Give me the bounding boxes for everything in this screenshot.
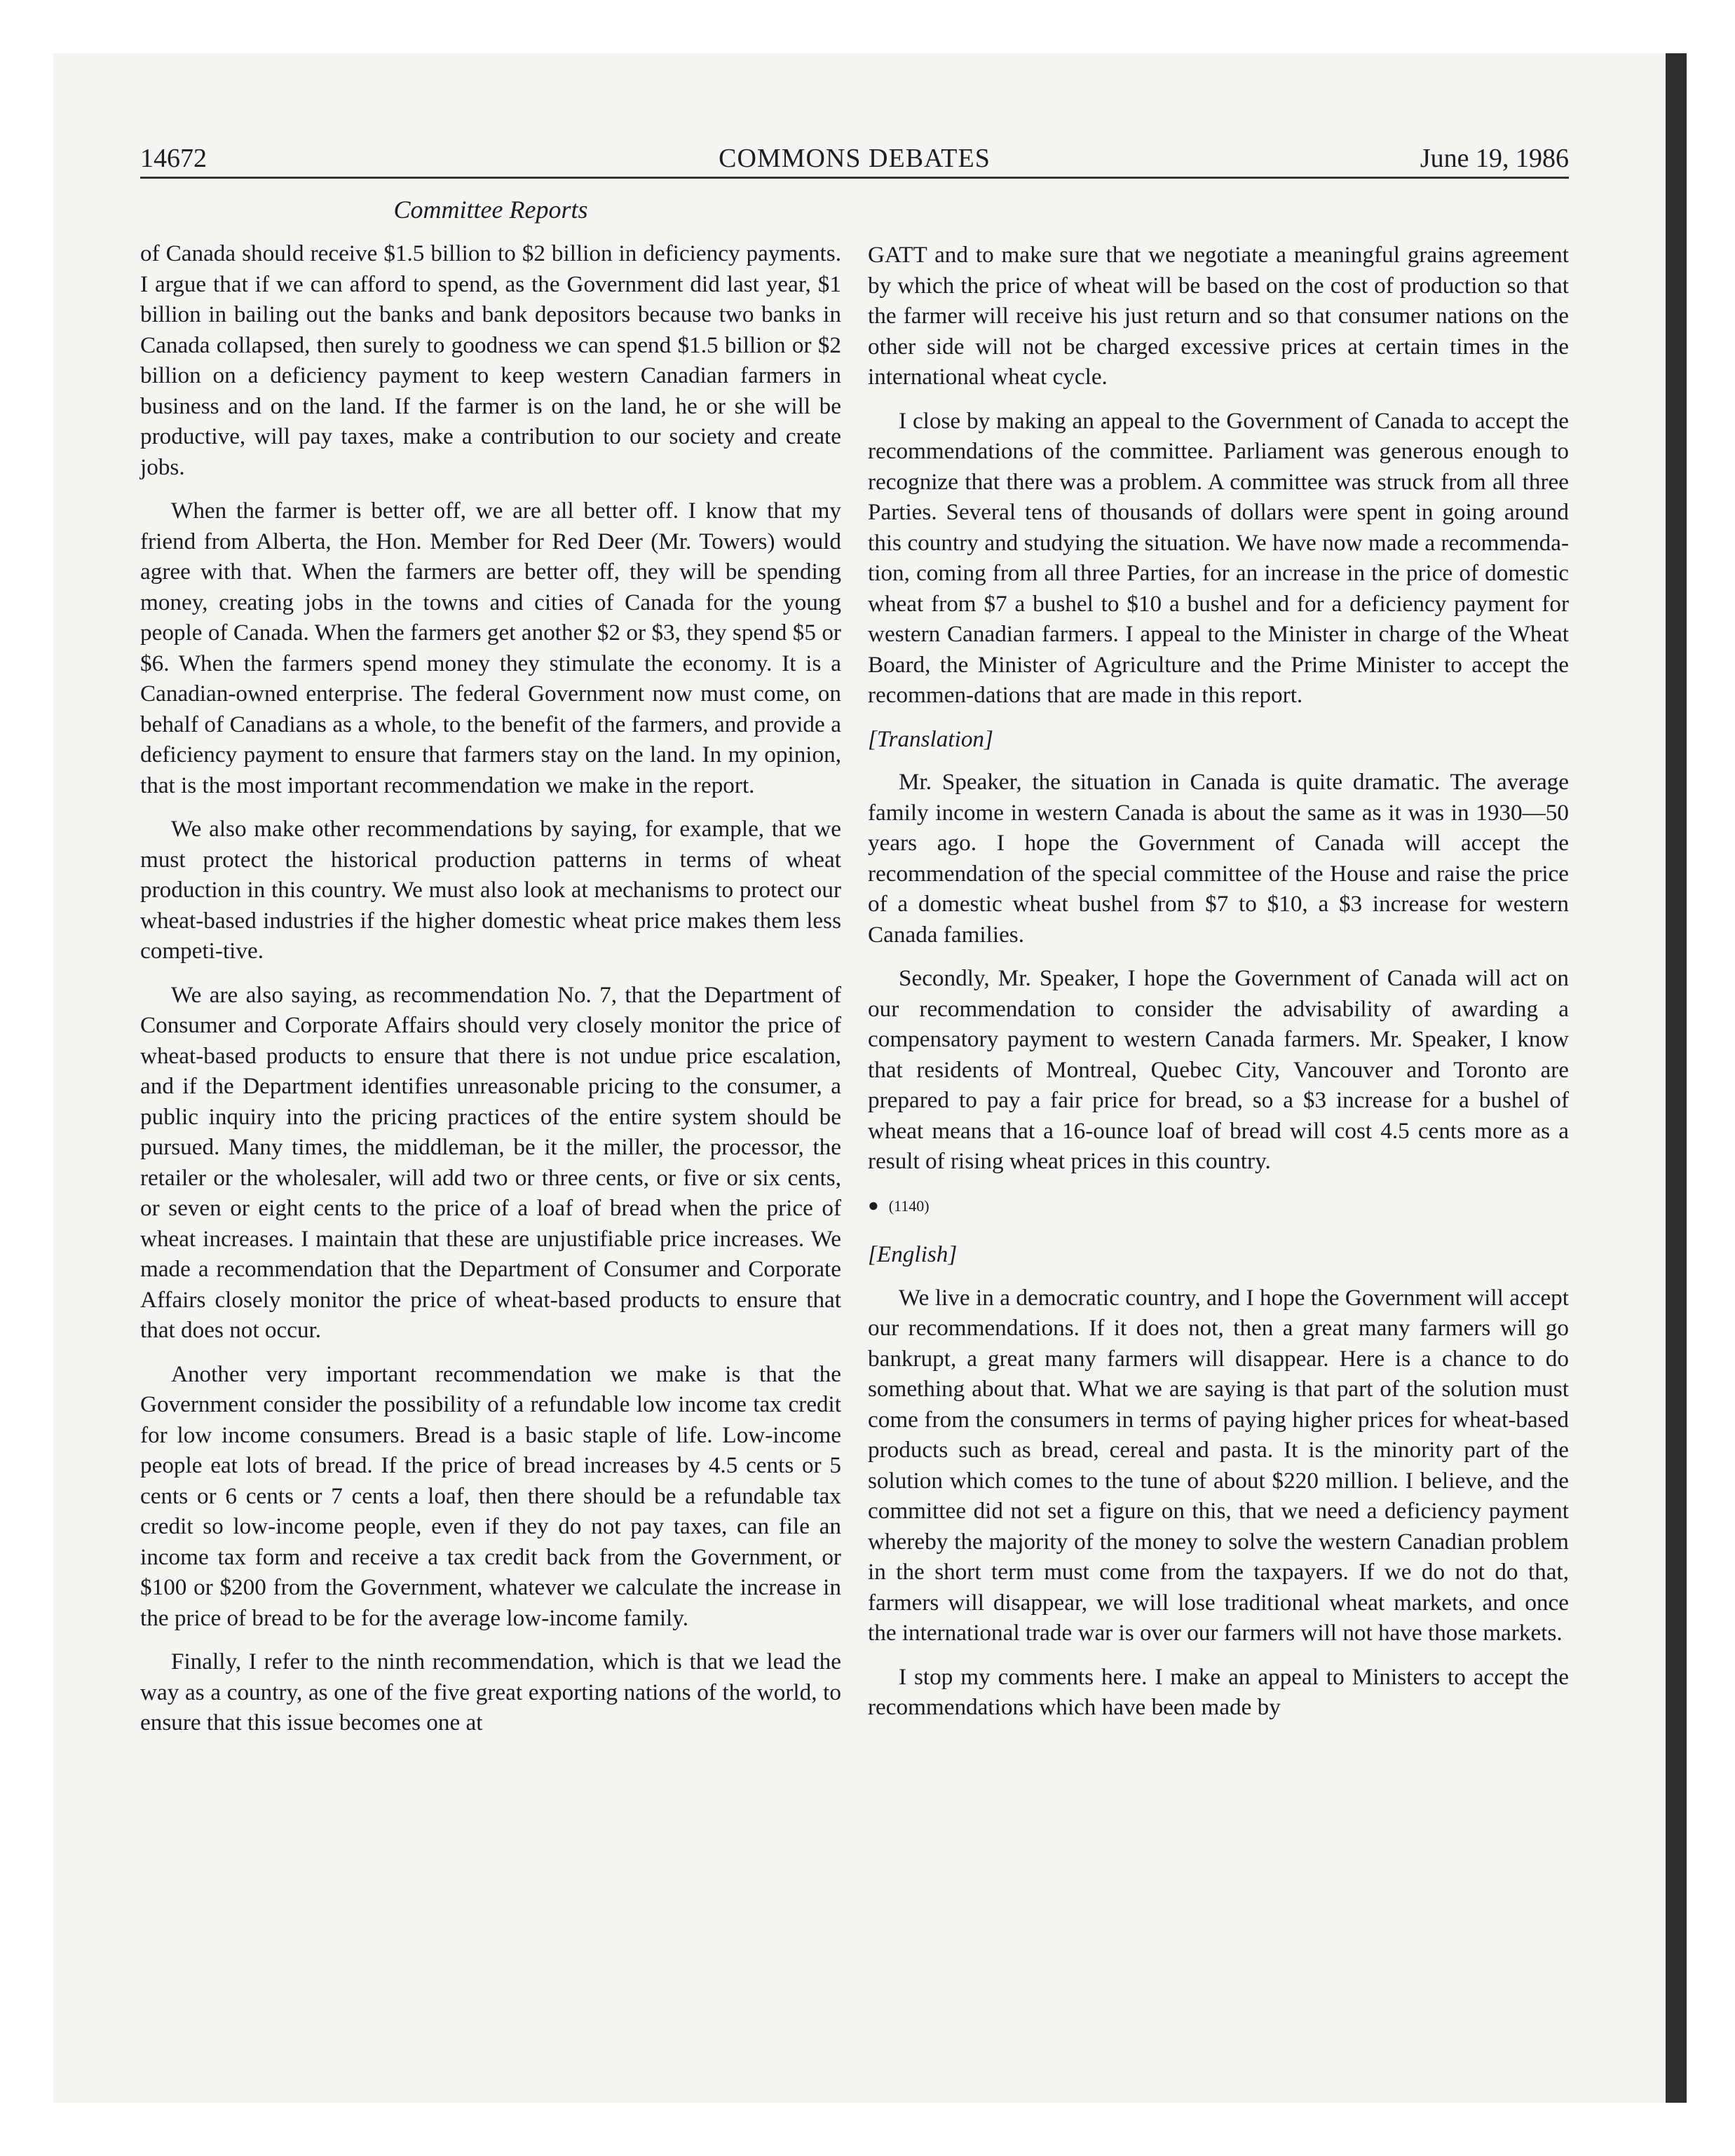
- page-edge-shadow: [1666, 53, 1687, 2103]
- paragraph: I close by making an appeal to the Government of Canada to accept the recommendations of the committee. Parliament was generous enough to recognize that there was a problem. A committee was struck from all three Parties. Several tens of thousands of dollars were spent in going around this country and studying the situation. We have now made a recommenda-tion, coming from all three Parties, for an increase in the price of domestic wheat from $7 a bushel to $10 a bushel and for a deficiency payment for western Canadian farmers. I appeal to the Minister in charge of the Wheat Board, the Minister of Agriculture and the Prime Minister to accept the recommen-dations that are made in this report.: [868, 407, 1569, 708]
- paragraph: of Canada should receive $1.5 billion to $2 billion in deficiency payments. I argue that if we can afford to spend, as the Government did last year, $1 billion in bailing out the banks and bank depositors because two banks in Canada collapsed, then surely to goodness we can spend $1.5 billion or $2 billion on a deficiency payment to keep western Canadian farmers in business and on the land. If the farmer is on the land, he or she will be productive, will pay taxes, make a contribution to our society and create jobs.: [140, 240, 841, 480]
- paragraph: Finally, I refer to the ninth recommendation, which is that we lead the way as a country, as one of the five great exporting nations of the world, to ensure that this issue becomes one at: [140, 1649, 841, 1735]
- paragraph: Another very important recommendation we make is that the Government consider the possibility of a refundable low income tax credit for low income consumers. Bread is a basic staple of life. Low-income people eat lots of bread. If the price of bread increases by 4.5 cents or 5 cents or 6 cents or 7 cents a loaf, then there should be a refundable tax credit so low-income people, even if they do not pay taxes, can file an income tax form and receive a tax credit back from the Government, or $100 or $200 from the Government, whatever we calculate the increase in the price of bread to be for the average low-income family.: [140, 1360, 841, 1631]
- paragraph: We live in a democratic country, and I hope the Government will accept our recommendations. If it does not, then a great many farmers will go bankrupt, a great many farmers will disappear. Here is a chance to do something about that. What we are saying is that part of the solution must come from the consumers in terms of paying higher prices for wheat-based products such as bread, cereal and pasta. It is the minority part of the solution which comes to the tune of about $220 million. I believe, and the committee did not set a figure on this, that we need a deficiency payment whereby the majority of the money to solve the western Canadian problem in the short term must come from the taxpayers. If we do not do that, farmers will disappear, we will lose traditional wheat markets, and once the international trade war is over our farmers will not have those markets.: [868, 1284, 1569, 1646]
- paragraph: Mr. Speaker, the situation in Canada is quite dramatic. The average family income in western Canada is about the same as it was in 1930—50 years ago. I hope the Government of Canada will accept the recommendation of the special committee of the House and raise the price of a domestic wheat bushel from $7 to $10, a $3 increase for western Canada families.: [868, 769, 1569, 948]
- header-title: COMMONS DEBATES: [719, 144, 991, 173]
- paragraph: Secondly, Mr. Speaker, I hope the Government of Canada will act on our recommendation to consider the advisability of awarding a compensatory payment to western Canada farmers. Mr. Speaker, I know that residents of Montreal, Quebec City, Vancouver and Toronto are prepared to pay a fair price for bread, so a $3 increase for a bushel of wheat means that a 16-ounce loaf of bread will cost 4.5 cents more as a result of rising wheat prices in this country.: [868, 965, 1569, 1174]
- running-header: [140, 140, 1569, 179]
- paragraph: We are also saying, as recommendation No. 7, that the Department of Consumer and Corporate Affairs should very closely monitor the price of wheat-based products to ensure that there is not undue price escalation, and if the Department identifies unreasonable pricing to the consumer, a public inquiry into the pricing practices of the entire system should be pursued. Many times, the middleman, be it the miller, the processor, the retailer or the wholesaler, will add two or three cents, or five or six cents, or seven or eight cents to the price of a loaf of bread when the price of wheat increases. I maintain that these are unjustifiable price increases. We made a recommendation that the Department of Consumer and Corporate Affairs closely monitor the price of wheat-based products to ensure that that does not occur.: [140, 981, 841, 1343]
- time-marker-text: (1140): [888, 1196, 930, 1215]
- bullet-icon: ●: [868, 1194, 879, 1215]
- paragraph: We also make other recommendations by saying, for example, that we must protect the historical production patterns in terms of wheat production in this country. We must also look at mechanisms to protect our wheat-based industries if the higher domestic wheat price makes them less competi-tive.: [140, 816, 841, 964]
- paragraph: GATT and to make sure that we negotiate a meaningful grains agreement by which the price of wheat will be based on the cost of production so that the farmer will receive his just return and so that consumer nations on the other side will not be charged excessive prices at certain times in the international wheat cycle.: [868, 242, 1569, 390]
- translation-label: [Translation]: [868, 725, 993, 752]
- paragraph: I stop my comments here. I make an appeal to Ministers to accept the recommendations which have been made by: [868, 1663, 1569, 1720]
- header-date: June 19, 1986: [1420, 144, 1569, 173]
- paragraph: When the farmer is better off, we are all better off. I know that my friend from Alberta, the Hon. Member for Red Deer (Mr. Towers) would agree with that. When the farmers are better off, they will be spending money, creating jobs in the towns and cities of Canada for the young people of Canada. When the farmers get another $2 or $3, they spend $5 or $6. When the farmers spend money they stimulate the economy. It is a Canadian-owned enterprise. The federal Government now must come, on behalf of Canadians as a whole, to the benefit of the farmers, and provide a deficiency payment to ensure that farmers stay on the land. In my opinion, that is the most important recommendation we make in the report.: [140, 498, 841, 798]
- right-column: [868, 240, 1569, 1736]
- left-column: [140, 238, 841, 1752]
- english-label: [English]: [868, 1241, 958, 1267]
- section-heading: Committee Reports: [393, 196, 588, 224]
- page-number: 14672: [140, 144, 207, 173]
- time-marker: [868, 1190, 1569, 1222]
